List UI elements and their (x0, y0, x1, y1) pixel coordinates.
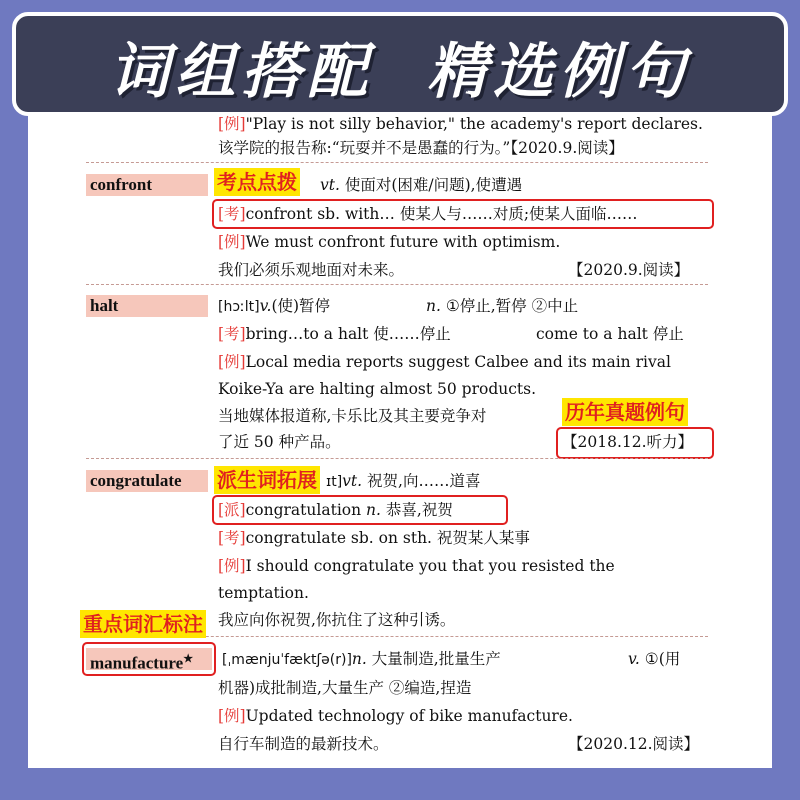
manufacture-definition-2: v. ①(用 (628, 650, 681, 668)
example-tag: [例] (218, 233, 246, 251)
congratulate-pai: [派]congratulation n. 恭喜,祝贺 (218, 501, 453, 519)
callout-linian: 历年真题例句 (562, 398, 688, 426)
halt-definition-2: n. ①停止,暂停 ②中止 (426, 297, 579, 315)
halt-definition: [hɔːlt]v.(使)暂停 (218, 297, 331, 315)
manufacture-example-en: [例]Updated technology of bike manufacture. (218, 707, 573, 725)
banner-title: 词组搭配 精选例句 (109, 37, 691, 107)
star-icon: ★ (183, 653, 194, 665)
congratulate-example-en-2: temptation. (218, 584, 309, 602)
callout-zhongdian: 重点词汇标注 (80, 610, 206, 638)
headword-highlight-box (82, 642, 216, 676)
manufacture-definition: [ˌmænjuˈfæktʃə(r)]n. 大量制造,批量生产 (222, 650, 501, 668)
separator (86, 162, 708, 163)
halt-kao: [考]bring…to a halt 使……停止 (218, 325, 451, 343)
kao-tag: [考] (218, 529, 246, 547)
example-tag: [例] (218, 353, 246, 371)
example-tag: [例] (218, 115, 246, 133)
halt-example-en: [例]Local media reports suggest Calbee and its main rival (218, 353, 671, 371)
separator (86, 284, 708, 285)
example-tag: [例] (218, 557, 246, 575)
separator (86, 458, 708, 459)
phonetic: ɪt] (326, 474, 343, 490)
source-label: 【2020.9.阅读】 (568, 261, 690, 279)
pai-tag: [派] (218, 501, 246, 519)
manufacture-example-zh: 自行车制造的最新技术。 (218, 735, 389, 753)
congratulate-definition: ɪt]vt. 祝贺,向……道喜 (326, 472, 481, 490)
headword-manufacture: manufacture★ (86, 648, 212, 670)
headword-halt: halt (86, 295, 208, 317)
phonetic: [ˌmænjuˈfæktʃə(r)] (222, 652, 352, 668)
congratulate-kao: [考]congratulate sb. on sth. 祝贺某人某事 (218, 529, 530, 547)
source-highlight-box (556, 427, 714, 459)
prev-example-en: [例]"Play is not silly behavior," the academy's report declares. (218, 115, 703, 133)
headword-congratulate: congratulate (86, 470, 208, 492)
halt-kao-2: come to a halt 停止 (536, 325, 684, 343)
halt-example-zh-2: 了近 50 种产品。 (218, 433, 341, 451)
confront-definition: vt. 使面对(困难/问题),使遭遇 (320, 176, 523, 194)
confront-example-en: [例]We must confront future with optimism. (218, 233, 561, 251)
source-label: 【2020.9.阅读】 (510, 139, 624, 157)
kao-tag: [考] (218, 205, 246, 223)
source-label: 【2020.12.阅读】 (568, 735, 700, 753)
kao-tag: [考] (218, 325, 246, 343)
source-label: 【2018.12.听力】 (562, 433, 694, 451)
banner (12, 12, 788, 116)
confront-kao: [考]confront sb. with… 使某人与……对质;使某人面临…… (218, 205, 638, 223)
manufacture-definition-3: 机器)成批制造,大量生产 ②编造,捏造 (218, 679, 472, 697)
example-tag: [例] (218, 707, 246, 725)
prev-example-zh: 该学院的报告称:“玩耍并不是愚蠢的行为。”【2020.9.阅读】 (218, 139, 624, 157)
kao-highlight-box (212, 199, 714, 229)
callout-paisheng: 派生词拓展 (214, 466, 320, 494)
halt-example-en-2: Koike-Ya are halting almost 50 products. (218, 380, 537, 398)
pai-highlight-box (212, 495, 508, 525)
callout-kaodian: 考点点拨 (214, 168, 300, 196)
congratulate-example-zh: 我应向你祝贺,你抗住了这种引诱。 (218, 611, 456, 629)
dictionary-page (28, 112, 772, 768)
congratulate-example-en: [例]I should congratulate you that you resisted the (218, 557, 615, 575)
halt-example-zh: 当地媒体报道称,卡乐比及其主要竞争对 (218, 407, 487, 425)
phonetic: [hɔːlt] (218, 299, 260, 315)
headword-confront: confront (86, 174, 208, 196)
confront-example-zh: 我们必须乐观地面对未来。 (218, 261, 405, 279)
